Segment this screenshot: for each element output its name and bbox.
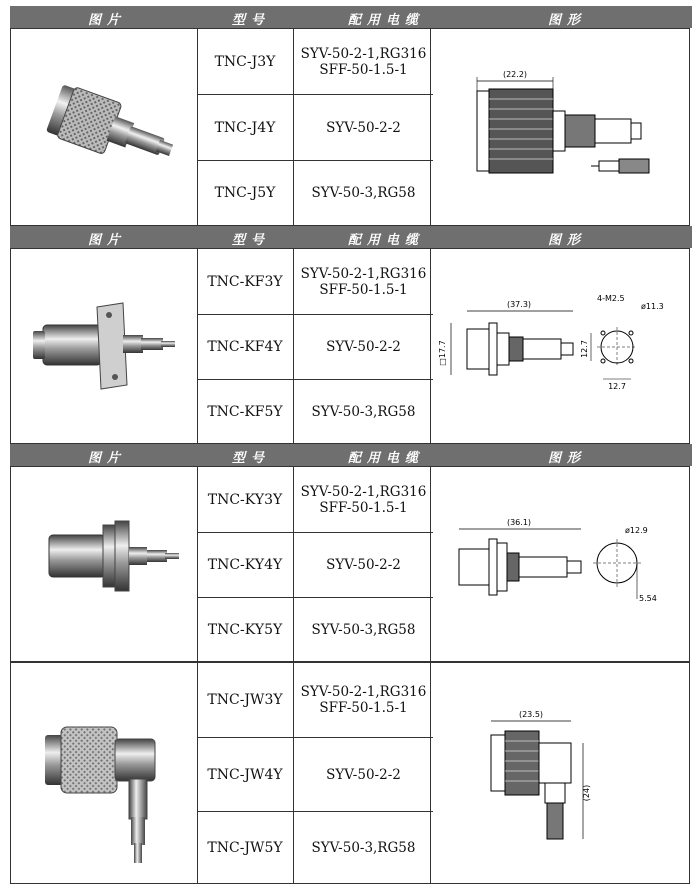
dim-flat: 5.54: [639, 594, 657, 603]
cable-line-1: SYV-50-2-1,RG316: [300, 684, 427, 700]
dim-length: (23.5): [518, 710, 544, 719]
cable-line-1: SYV-50-2-1,RG316: [300, 483, 427, 500]
cable-cell: [294, 95, 433, 160]
drawing-tnc-ky: [430, 467, 689, 661]
dim-hole-spacing-v: 12.7: [580, 340, 589, 358]
header-drawing: 图形: [548, 451, 587, 466]
cable-cell: [294, 249, 433, 314]
dim-length: (22.2): [502, 70, 528, 79]
table-row: [197, 315, 433, 380]
model-cell: TNC-KY4Y: [197, 533, 294, 597]
cable-line-2: SFF-50-1.5-1: [319, 281, 408, 298]
table-row: [197, 598, 433, 662]
model-cell: TNC-KY3Y: [197, 467, 294, 532]
product-photo-tnc-ky: [11, 467, 198, 661]
drawing-tnc-j: [430, 29, 689, 225]
cable-cell: [294, 533, 433, 597]
cable-line-1: SYV-50-2-2: [326, 339, 401, 355]
table-row: [197, 29, 433, 95]
cable-line-1: SYV-50-3,RG58: [311, 621, 416, 638]
cable-cell: [294, 315, 433, 379]
cable-cell: [294, 738, 433, 811]
cable-line-1: SYV-50-2-2: [326, 557, 401, 573]
cable-line-1: SYV-50-3,RG58: [311, 403, 416, 420]
table-row: [197, 812, 433, 884]
dim-hole-spacing-h: 12.7: [608, 382, 626, 391]
dim-length: (37.3): [506, 300, 532, 309]
model-cell: TNC-JW3Y: [197, 663, 294, 737]
header-picture: 图片: [88, 13, 127, 28]
dim-height: (24): [582, 784, 591, 802]
header-model: 型号: [232, 13, 271, 28]
table-row: [197, 95, 433, 161]
cable-cell: [294, 598, 433, 661]
header-drawing: 图形: [548, 233, 587, 248]
header-cable: 配用电缆: [348, 13, 425, 28]
cable-line-2: SFF-50-1.5-1: [319, 499, 408, 516]
section-tnc-kf: [10, 248, 690, 444]
model-cell: TNC-KY5Y: [197, 598, 294, 661]
table-row: [197, 380, 433, 444]
cable-cell: [294, 663, 433, 737]
section-tnc-j: [10, 28, 690, 226]
header-picture: 图片: [88, 451, 127, 466]
header-cable: 配用电缆: [348, 233, 425, 248]
cable-cell: [294, 812, 433, 883]
model-cell: TNC-KF5Y: [197, 380, 294, 443]
table-header: [10, 444, 692, 466]
model-cell: TNC-JW5Y: [197, 812, 294, 883]
header-model: 型号: [232, 451, 271, 466]
cable-line-1: SYV-50-3,RG58: [311, 839, 416, 856]
dim-flange: □17.7: [438, 340, 447, 366]
product-photo-tnc-j: [11, 29, 198, 225]
table-row: [197, 249, 433, 315]
header-picture: 图片: [88, 233, 127, 248]
model-cell: TNC-J3Y: [197, 29, 294, 94]
cable-cell: [294, 29, 433, 94]
table-row: [197, 533, 433, 598]
table-row: [197, 161, 433, 226]
drawing-tnc-jw: [430, 663, 689, 883]
dim-diameter: ø12.9: [625, 526, 648, 535]
cable-cell: [294, 161, 433, 225]
cable-line-1: SYV-50-2-1,RG316: [300, 45, 427, 62]
table-header: [10, 6, 692, 28]
model-cell: TNC-JW4Y: [197, 738, 294, 811]
table-header: [10, 226, 692, 248]
table-row: [197, 663, 433, 738]
header-drawing: 图形: [548, 13, 587, 28]
dim-holes: 4-M2.5: [597, 294, 625, 303]
cable-line-1: SYV-50-2-2: [326, 119, 401, 136]
cable-line-1: SYV-50-2-2: [326, 766, 401, 783]
header-cable: 配用电缆: [348, 451, 425, 466]
model-cell: TNC-KF3Y: [197, 249, 294, 314]
section-tnc-jw: [10, 662, 690, 884]
model-cell: TNC-J5Y: [197, 161, 294, 225]
cable-line-1: SYV-50-3,RG58: [311, 185, 416, 201]
dim-length: (36.1): [506, 518, 532, 527]
cable-cell: [294, 380, 433, 443]
product-photo-tnc-kf: [11, 249, 198, 443]
model-cell: TNC-J4Y: [197, 95, 294, 160]
cable-line-1: SYV-50-2-1,RG316: [300, 265, 427, 282]
header-model: 型号: [232, 233, 271, 248]
dim-diameter: ø11.3: [641, 302, 664, 311]
cable-line-2: SFF-50-1.5-1: [319, 700, 408, 716]
section-tnc-ky: [10, 466, 690, 662]
product-photo-tnc-jw: [11, 663, 198, 883]
cable-line-2: SFF-50-1.5-1: [319, 61, 408, 78]
table-row: [197, 467, 433, 533]
cable-cell: [294, 467, 433, 532]
drawing-tnc-kf: [430, 249, 689, 443]
model-cell: TNC-KF4Y: [197, 315, 294, 379]
table-row: [197, 738, 433, 812]
